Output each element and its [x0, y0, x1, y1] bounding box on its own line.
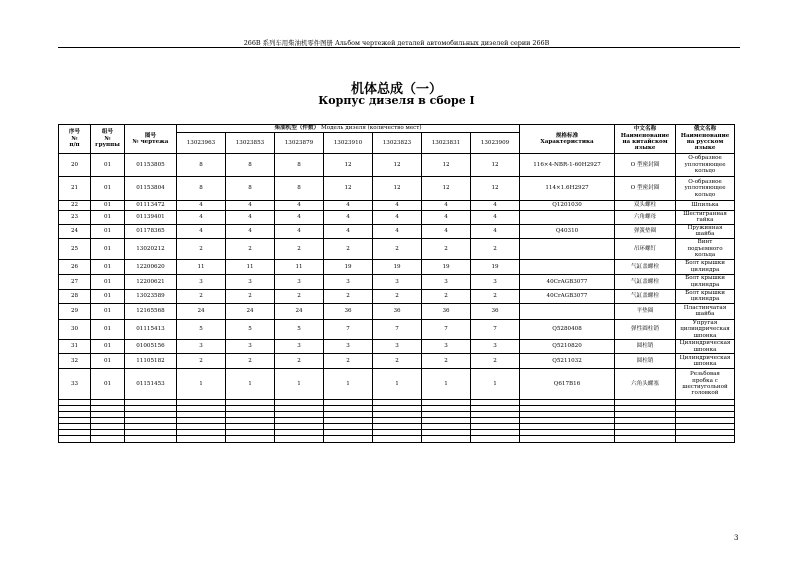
ru-name-line: подъемного [687, 245, 723, 252]
ru-name-line: шпонка [693, 332, 717, 339]
cell-qty: 12 [471, 154, 520, 177]
cell-qty: 12 [324, 177, 373, 201]
cell-drawing: 12200621 [125, 274, 177, 289]
cell-qty: 4 [275, 201, 324, 211]
cell-cn-name: 六角螺母 [615, 211, 676, 225]
cell-spec [520, 259, 615, 274]
cell-cn-name: 弹簧垫圈 [615, 224, 676, 238]
ru-name-line: Винт [697, 239, 713, 246]
cell-drawing: 01113472 [125, 201, 177, 211]
cell-spec: Q5211032 [520, 354, 615, 369]
cell-qty: 2 [226, 238, 275, 259]
ru-name-line: Шестигранная [683, 211, 727, 217]
cell-drawing: 01151453 [125, 369, 177, 400]
empty-cell [615, 436, 676, 443]
cell-qty: 12 [471, 177, 520, 201]
cell-qty: 8 [177, 154, 226, 177]
ru-name-line: кольца [694, 252, 716, 259]
cell-qty: 11 [177, 259, 226, 274]
cell-qty: 3 [373, 274, 422, 289]
cell-qty: 12 [422, 154, 471, 177]
cell-group: 01 [91, 340, 125, 354]
cell-seq: 24 [59, 224, 91, 238]
cell-qty: 4 [226, 201, 275, 211]
cell-drawing: 01115413 [125, 319, 177, 339]
cell-qty: 7 [324, 319, 373, 339]
cell-spec: Q40310 [520, 224, 615, 238]
parts-table [58, 124, 735, 443]
empty-cell [373, 436, 422, 443]
ru-name-line: головкой [691, 390, 719, 397]
cell-qty: 12 [373, 154, 422, 177]
cell-ru-name [676, 259, 735, 274]
col-model: 13023879 [275, 133, 324, 154]
cell-cn-name: 气缸盖螺栓 [615, 289, 676, 303]
cell-cn-name: O 型密封圈 [615, 177, 676, 201]
cell-qty: 36 [422, 303, 471, 319]
table-row [59, 319, 735, 339]
ru-name-line: Пружинная [687, 224, 723, 231]
cell-group: 01 [91, 274, 125, 289]
cell-qty: 3 [324, 274, 373, 289]
cell-qty: 4 [471, 224, 520, 238]
cell-group: 01 [91, 319, 125, 339]
cell-spec [520, 303, 615, 319]
col-model-group: 柴油机型（件数） Модель дизеля (количество мест) [177, 125, 520, 133]
cell-qty: 3 [275, 274, 324, 289]
ru-name-line: шестиугольной [682, 384, 728, 391]
cell-seq: 29 [59, 303, 91, 319]
ru-name-line: уплотняющее [684, 185, 726, 192]
cell-spec: Q1201030 [520, 201, 615, 211]
ru-name-line: шайба [695, 231, 715, 238]
table-row [59, 154, 735, 177]
cell-group: 01 [91, 201, 125, 211]
table-row [59, 274, 735, 289]
ru-name-line: Цилиндрическая [679, 354, 731, 361]
cell-qty: 3 [275, 340, 324, 354]
cell-spec: Q5210820 [520, 340, 615, 354]
cell-drawing: 11105182 [125, 354, 177, 369]
empty-cell [422, 436, 471, 443]
cell-qty: 4 [471, 201, 520, 211]
col-model: 13023910 [324, 133, 373, 154]
cell-qty: 2 [422, 354, 471, 369]
cell-ru-name [676, 340, 735, 354]
cell-qty: 3 [226, 340, 275, 354]
ru-name-line: Цилиндрическая [679, 340, 731, 347]
table-row [59, 224, 735, 238]
ru-name-line: О-образное [688, 178, 722, 185]
cell-spec: 114×1.6H2927 [520, 177, 615, 201]
cell-seq: 25 [59, 238, 91, 259]
cell-ru-name [676, 211, 735, 225]
cell-cn-name: 圆柱销 [615, 340, 676, 354]
ru-name-line: цилиндра [690, 281, 720, 288]
cell-group: 01 [91, 238, 125, 259]
table-row [59, 369, 735, 400]
cell-qty: 4 [422, 201, 471, 211]
cell-qty: 1 [422, 369, 471, 400]
cell-qty: 2 [177, 238, 226, 259]
ru-name-line: уплотняющее [684, 161, 726, 168]
cell-qty: 2 [275, 289, 324, 303]
cell-qty: 4 [324, 224, 373, 238]
cell-spec [520, 211, 615, 225]
cell-cn-name: 圆柱销 [615, 354, 676, 369]
ru-name-line: Резьбовая [690, 371, 720, 378]
cell-qty: 5 [226, 319, 275, 339]
cell-ru-name [676, 369, 735, 400]
ru-name-line: Болт крышки [685, 260, 725, 267]
cell-seq: 28 [59, 289, 91, 303]
cell-qty: 3 [177, 274, 226, 289]
running-header: 266B 系列车用柴油机零件图册 Альбом чертежей деталей автомобильных дизелей серии 266B [243, 39, 550, 47]
ru-name-line: кольцо [694, 191, 716, 198]
page-number: 3 [734, 534, 739, 542]
ru-name-line: Упругая [692, 319, 718, 326]
cell-qty: 2 [226, 354, 275, 369]
cell-qty: 8 [226, 177, 275, 201]
empty-cell [275, 436, 324, 443]
table-row [59, 177, 735, 201]
cell-drawing: 13020212 [125, 238, 177, 259]
cell-qty: 1 [471, 369, 520, 400]
col-cn-name: 中文名称 Наименование на китайском языке [615, 125, 676, 154]
cell-qty: 1 [177, 369, 226, 400]
cell-qty: 2 [324, 238, 373, 259]
cell-qty: 2 [324, 289, 373, 303]
table-row [59, 211, 735, 225]
ru-name-line: О-образное [688, 155, 722, 162]
cell-ru-name [676, 177, 735, 201]
empty-row [59, 436, 735, 443]
ru-name-line: цилиндра [690, 296, 720, 303]
ru-name-line: Болт крышки [685, 289, 725, 296]
cell-qty: 36 [471, 303, 520, 319]
cell-qty: 12 [373, 177, 422, 201]
table-row [59, 289, 735, 303]
cell-ru-name [676, 303, 735, 319]
cell-drawing: 01178365 [125, 224, 177, 238]
col-spec: 规格标准 Характеристика [520, 125, 615, 154]
cell-seq: 20 [59, 154, 91, 177]
cell-qty: 4 [177, 201, 226, 211]
cell-cn-name: 六角头螺塞 [615, 369, 676, 400]
cell-qty: 36 [373, 303, 422, 319]
cell-qty: 4 [324, 201, 373, 211]
cell-drawing: 13023589 [125, 289, 177, 303]
cell-cn-name: 双头螺柱 [615, 201, 676, 211]
cell-group: 01 [91, 354, 125, 369]
table-row [59, 340, 735, 354]
cell-qty: 3 [422, 274, 471, 289]
cell-group: 01 [91, 224, 125, 238]
title-chinese: 机体总成（一） [350, 82, 442, 97]
cell-seq: 27 [59, 274, 91, 289]
cell-qty: 8 [177, 177, 226, 201]
cell-qty: 2 [373, 289, 422, 303]
cell-drawing: 01153804 [125, 177, 177, 201]
cell-group: 01 [91, 154, 125, 177]
cell-qty: 2 [324, 354, 373, 369]
cell-qty: 24 [275, 303, 324, 319]
cell-group: 01 [91, 259, 125, 274]
cell-drawing: 12200620 [125, 259, 177, 274]
table-body [59, 154, 735, 443]
ru-name-line: гайка [696, 217, 714, 224]
cell-qty: 2 [373, 354, 422, 369]
cell-qty: 1 [324, 369, 373, 400]
cell-seq: 22 [59, 201, 91, 211]
cell-cn-name: 平垫圈 [615, 303, 676, 319]
cell-qty: 2 [275, 354, 324, 369]
ru-name-line: шайба [695, 311, 715, 318]
cell-qty: 19 [471, 259, 520, 274]
col-drawing: 图号 № чертежа [125, 125, 177, 154]
cell-qty: 2 [226, 289, 275, 303]
cell-qty: 4 [373, 201, 422, 211]
cell-qty: 24 [226, 303, 275, 319]
cell-qty: 4 [226, 211, 275, 225]
cell-qty: 4 [373, 224, 422, 238]
cell-qty: 2 [471, 238, 520, 259]
cell-qty: 11 [226, 259, 275, 274]
cell-qty: 12 [422, 177, 471, 201]
cell-seq: 33 [59, 369, 91, 400]
cell-qty: 24 [177, 303, 226, 319]
cell-seq: 21 [59, 177, 91, 201]
col-ru-name: 俄文名称 Наименование на русском языке [676, 125, 735, 154]
empty-cell [676, 436, 735, 443]
col-model: 13023823 [373, 133, 422, 154]
ru-name-line: кольцо [694, 168, 716, 175]
cell-qty: 8 [275, 154, 324, 177]
cell-drawing: 01005156 [125, 340, 177, 354]
cell-qty: 3 [422, 340, 471, 354]
cell-qty: 3 [373, 340, 422, 354]
cell-qty: 4 [324, 211, 373, 225]
cell-ru-name [676, 274, 735, 289]
cell-qty: 7 [422, 319, 471, 339]
cell-qty: 3 [471, 274, 520, 289]
title-russian: Корпус дизеля в сборе I [318, 94, 475, 107]
cell-qty: 4 [177, 224, 226, 238]
cell-qty: 2 [373, 238, 422, 259]
cell-seq: 31 [59, 340, 91, 354]
cell-drawing: 01153805 [125, 154, 177, 177]
ru-name-line: цилиндрическая [680, 326, 730, 333]
cell-group: 01 [91, 303, 125, 319]
cell-qty: 3 [471, 340, 520, 354]
cell-qty: 4 [373, 211, 422, 225]
ru-name-line: цилиндра [690, 266, 720, 273]
cell-qty: 2 [422, 238, 471, 259]
cell-qty: 5 [275, 319, 324, 339]
cell-qty: 2 [275, 238, 324, 259]
table-row [59, 354, 735, 369]
col-model: 13023963 [177, 133, 226, 154]
empty-cell [520, 436, 615, 443]
ru-name-line: Шпилька [691, 202, 719, 209]
cell-seq: 30 [59, 319, 91, 339]
cell-spec: 40CrAGB3077 [520, 274, 615, 289]
cell-drawing: 12165568 [125, 303, 177, 319]
table-row [59, 259, 735, 274]
col-model: 13023909 [471, 133, 520, 154]
cell-spec: Q617B16 [520, 369, 615, 400]
cell-qty: 2 [471, 289, 520, 303]
cell-spec: Q5280408 [520, 319, 615, 339]
cell-qty: 2 [422, 289, 471, 303]
cell-ru-name [676, 319, 735, 339]
cell-qty: 7 [373, 319, 422, 339]
cell-qty: 4 [275, 224, 324, 238]
cell-cn-name: 弹性圆柱销 [615, 319, 676, 339]
table-row [59, 238, 735, 259]
empty-cell [324, 436, 373, 443]
cell-ru-name [676, 201, 735, 211]
cell-qty: 4 [177, 211, 226, 225]
cell-group: 01 [91, 211, 125, 225]
cell-qty: 7 [471, 319, 520, 339]
cell-qty: 11 [275, 259, 324, 274]
cell-qty: 36 [324, 303, 373, 319]
cell-cn-name: O 型密封圈 [615, 154, 676, 177]
cell-qty: 19 [373, 259, 422, 274]
empty-cell [226, 436, 275, 443]
ru-name-line: пробка с [692, 377, 718, 384]
cell-qty: 5 [177, 319, 226, 339]
cell-qty: 3 [177, 340, 226, 354]
cell-qty: 4 [422, 211, 471, 225]
header-divider [58, 47, 740, 48]
empty-cell [471, 436, 520, 443]
cell-qty: 4 [422, 224, 471, 238]
cell-seq: 23 [59, 211, 91, 225]
cell-spec [520, 238, 615, 259]
cell-group: 01 [91, 289, 125, 303]
ru-name-line: шпонка [693, 361, 717, 368]
cell-ru-name [676, 289, 735, 303]
empty-cell [91, 436, 125, 443]
cell-qty: 1 [226, 369, 275, 400]
ru-name-line: Пластинчатая [683, 304, 727, 311]
empty-cell [177, 436, 226, 443]
table-row [59, 201, 735, 211]
cell-spec: 116×4-NBR-1-60H2927 [520, 154, 615, 177]
cell-qty: 19 [324, 259, 373, 274]
col-model: 13023831 [422, 133, 471, 154]
col-model: 13023853 [226, 133, 275, 154]
cell-qty: 2 [471, 354, 520, 369]
cell-qty: 3 [226, 274, 275, 289]
cell-qty: 19 [422, 259, 471, 274]
cell-group: 01 [91, 177, 125, 201]
cell-cn-name: 吊环螺钉 [615, 238, 676, 259]
empty-cell [125, 436, 177, 443]
cell-qty: 3 [324, 340, 373, 354]
cell-qty: 4 [226, 224, 275, 238]
empty-cell [59, 436, 91, 443]
cell-qty: 4 [275, 211, 324, 225]
cell-qty: 4 [471, 211, 520, 225]
cell-qty: 12 [324, 154, 373, 177]
cell-ru-name [676, 224, 735, 238]
cell-drawing: 01139401 [125, 211, 177, 225]
cell-ru-name [676, 154, 735, 177]
cell-qty: 1 [275, 369, 324, 400]
cell-group: 01 [91, 369, 125, 400]
cell-cn-name: 气缸盖螺栓 [615, 274, 676, 289]
cell-qty: 2 [177, 354, 226, 369]
cell-ru-name [676, 354, 735, 369]
ru-name-line: шпонка [693, 346, 717, 353]
col-group: 组号 № группы [91, 125, 125, 154]
cell-seq: 32 [59, 354, 91, 369]
cell-ru-name [676, 238, 735, 259]
cell-seq: 26 [59, 259, 91, 274]
cell-cn-name: 气缸盖螺栓 [615, 259, 676, 274]
cell-spec: 40CrAGB3077 [520, 289, 615, 303]
cell-qty: 8 [226, 154, 275, 177]
cell-qty: 1 [373, 369, 422, 400]
table-row [59, 303, 735, 319]
col-seq: 序号 № п/п [59, 125, 91, 154]
ru-name-line: Болт крышки [685, 275, 725, 282]
cell-qty: 2 [177, 289, 226, 303]
cell-qty: 8 [275, 177, 324, 201]
